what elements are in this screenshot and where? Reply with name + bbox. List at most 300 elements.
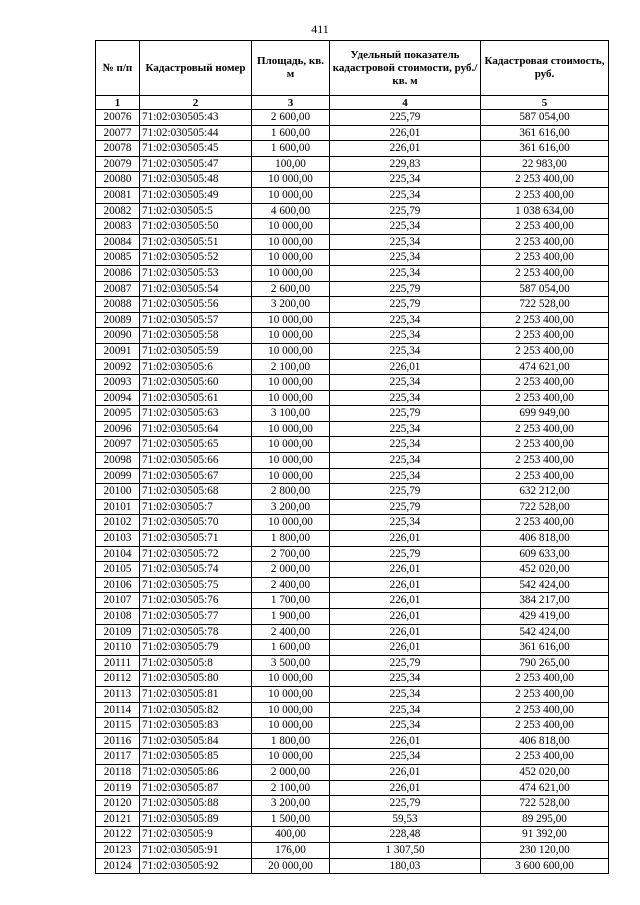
specific-value-cell: 225,34 bbox=[330, 265, 481, 281]
specific-value-cell: 226,01 bbox=[330, 733, 481, 749]
specific-value-cell: 225,79 bbox=[330, 499, 481, 515]
column-number: 2 bbox=[140, 96, 252, 110]
area-cell: 1 600,00 bbox=[252, 141, 330, 157]
row-number-cell: 20081 bbox=[96, 187, 140, 203]
area-cell: 3 500,00 bbox=[252, 655, 330, 671]
row-number-cell: 20098 bbox=[96, 453, 140, 469]
area-cell: 1 700,00 bbox=[252, 593, 330, 609]
cadastral-number-cell: 71:02:030505:67 bbox=[140, 468, 252, 484]
area-cell: 2 400,00 bbox=[252, 624, 330, 640]
specific-value-cell: 225,34 bbox=[330, 515, 481, 531]
specific-value-cell: 226,01 bbox=[330, 780, 481, 796]
table-row bbox=[96, 375, 609, 391]
cadastral-value-cell: 632 212,00 bbox=[481, 484, 609, 500]
cadastral-value-cell: 2 253 400,00 bbox=[481, 437, 609, 453]
specific-value-cell: 226,01 bbox=[330, 531, 481, 547]
specific-value-cell: 225,34 bbox=[330, 671, 481, 687]
row-number-cell: 20119 bbox=[96, 780, 140, 796]
row-number-cell: 20113 bbox=[96, 686, 140, 702]
cadastral-number-cell: 71:02:030505:82 bbox=[140, 702, 252, 718]
row-number-cell: 20083 bbox=[96, 219, 140, 235]
area-cell: 10 000,00 bbox=[252, 718, 330, 734]
row-number-cell: 20118 bbox=[96, 764, 140, 780]
table-row bbox=[96, 172, 609, 188]
row-number-cell: 20086 bbox=[96, 265, 140, 281]
table-row bbox=[96, 437, 609, 453]
row-number-cell: 20121 bbox=[96, 811, 140, 827]
area-cell: 10 000,00 bbox=[252, 686, 330, 702]
cadastral-value-cell: 89 295,00 bbox=[481, 811, 609, 827]
cadastral-number-cell: 71:02:030505:7 bbox=[140, 499, 252, 515]
cadastral-value-cell: 2 253 400,00 bbox=[481, 187, 609, 203]
cadastral-number-cell: 71:02:030505:83 bbox=[140, 718, 252, 734]
row-number-cell: 20082 bbox=[96, 203, 140, 219]
cadastral-value-cell: 1 038 634,00 bbox=[481, 203, 609, 219]
area-cell: 1 800,00 bbox=[252, 531, 330, 547]
area-cell: 10 000,00 bbox=[252, 265, 330, 281]
specific-value-cell: 228,48 bbox=[330, 827, 481, 843]
area-cell: 2 100,00 bbox=[252, 780, 330, 796]
cadastral-value-cell: 2 253 400,00 bbox=[481, 219, 609, 235]
cadastral-value-cell: 722 528,00 bbox=[481, 796, 609, 812]
cadastral-value-cell: 790 265,00 bbox=[481, 655, 609, 671]
specific-value-cell: 225,34 bbox=[330, 421, 481, 437]
cadastral-value-cell: 2 253 400,00 bbox=[481, 250, 609, 266]
cadastral-number-cell: 71:02:030505:88 bbox=[140, 796, 252, 812]
area-cell: 20 000,00 bbox=[252, 858, 330, 874]
table-row bbox=[96, 484, 609, 500]
row-number-cell: 20104 bbox=[96, 546, 140, 562]
row-number-cell: 20115 bbox=[96, 718, 140, 734]
area-cell: 10 000,00 bbox=[252, 453, 330, 469]
cadastral-value-cell: 2 253 400,00 bbox=[481, 718, 609, 734]
row-number-cell: 20102 bbox=[96, 515, 140, 531]
row-number-cell: 20122 bbox=[96, 827, 140, 843]
row-number-cell: 20123 bbox=[96, 842, 140, 858]
row-number-cell: 20106 bbox=[96, 577, 140, 593]
specific-value-cell: 225,34 bbox=[330, 172, 481, 188]
table-row bbox=[96, 749, 609, 765]
table-row bbox=[96, 562, 609, 578]
specific-value-cell: 226,01 bbox=[330, 593, 481, 609]
area-cell: 176,00 bbox=[252, 842, 330, 858]
specific-value-cell: 225,79 bbox=[330, 297, 481, 313]
row-number-cell: 20124 bbox=[96, 858, 140, 874]
cadastral-value-cell: 587 054,00 bbox=[481, 110, 609, 126]
specific-value-cell: 225,34 bbox=[330, 219, 481, 235]
cadastral-value-cell: 474 621,00 bbox=[481, 780, 609, 796]
area-cell: 10 000,00 bbox=[252, 312, 330, 328]
row-number-cell: 20088 bbox=[96, 297, 140, 313]
table-header-row bbox=[96, 41, 609, 96]
specific-value-cell: 226,01 bbox=[330, 624, 481, 640]
cadastral-number-cell: 71:02:030505:53 bbox=[140, 265, 252, 281]
area-cell: 10 000,00 bbox=[252, 749, 330, 765]
cadastral-number-cell: 71:02:030505:57 bbox=[140, 312, 252, 328]
cadastral-number-cell: 71:02:030505:80 bbox=[140, 671, 252, 687]
header-cadastral-number: Кадастровый номер bbox=[140, 41, 252, 96]
row-number-cell: 20094 bbox=[96, 390, 140, 406]
table-body bbox=[96, 110, 609, 874]
table-row bbox=[96, 110, 609, 126]
cadastral-value-cell: 2 253 400,00 bbox=[481, 468, 609, 484]
cadastral-value-cell: 406 818,00 bbox=[481, 733, 609, 749]
specific-value-cell: 226,01 bbox=[330, 141, 481, 157]
table-row bbox=[96, 702, 609, 718]
row-number-cell: 20105 bbox=[96, 562, 140, 578]
row-number-cell: 20116 bbox=[96, 733, 140, 749]
area-cell: 1 600,00 bbox=[252, 640, 330, 656]
specific-value-cell: 180,03 bbox=[330, 858, 481, 874]
cadastral-value-cell: 452 020,00 bbox=[481, 764, 609, 780]
cadastral-value-cell: 2 253 400,00 bbox=[481, 686, 609, 702]
table-row bbox=[96, 219, 609, 235]
cadastral-value-cell: 361 616,00 bbox=[481, 141, 609, 157]
specific-value-cell: 225,79 bbox=[330, 281, 481, 297]
area-cell: 1 500,00 bbox=[252, 811, 330, 827]
specific-value-cell: 225,34 bbox=[330, 390, 481, 406]
cadastral-value-cell: 2 253 400,00 bbox=[481, 515, 609, 531]
cadastral-number-cell: 71:02:030505:92 bbox=[140, 858, 252, 874]
cadastral-number-cell: 71:02:030505:70 bbox=[140, 515, 252, 531]
row-number-cell: 20095 bbox=[96, 406, 140, 422]
cadastral-value-cell: 2 253 400,00 bbox=[481, 312, 609, 328]
table-row bbox=[96, 827, 609, 843]
area-cell: 10 000,00 bbox=[252, 234, 330, 250]
area-cell: 3 200,00 bbox=[252, 796, 330, 812]
area-cell: 10 000,00 bbox=[252, 421, 330, 437]
area-cell: 10 000,00 bbox=[252, 468, 330, 484]
table-row bbox=[96, 141, 609, 157]
cadastral-number-cell: 71:02:030505:79 bbox=[140, 640, 252, 656]
row-number-cell: 20076 bbox=[96, 110, 140, 126]
row-number-cell: 20114 bbox=[96, 702, 140, 718]
table-row bbox=[96, 531, 609, 547]
specific-value-cell: 225,34 bbox=[330, 437, 481, 453]
cadastral-number-cell: 71:02:030505:81 bbox=[140, 686, 252, 702]
area-cell: 10 000,00 bbox=[252, 250, 330, 266]
cadastral-number-cell: 71:02:030505:49 bbox=[140, 187, 252, 203]
specific-value-cell: 225,79 bbox=[330, 796, 481, 812]
table-row bbox=[96, 671, 609, 687]
cadastral-value-cell: 542 424,00 bbox=[481, 577, 609, 593]
area-cell: 3 100,00 bbox=[252, 406, 330, 422]
cadastral-number-cell: 71:02:030505:75 bbox=[140, 577, 252, 593]
cadastral-number-cell: 71:02:030505:91 bbox=[140, 842, 252, 858]
row-number-cell: 20099 bbox=[96, 468, 140, 484]
table-row bbox=[96, 842, 609, 858]
area-cell: 10 000,00 bbox=[252, 187, 330, 203]
row-number-cell: 20084 bbox=[96, 234, 140, 250]
cadastral-value-cell: 384 217,00 bbox=[481, 593, 609, 609]
cadastral-number-cell: 71:02:030505:6 bbox=[140, 359, 252, 375]
cadastral-value-cell: 474 621,00 bbox=[481, 359, 609, 375]
specific-value-cell: 226,01 bbox=[330, 562, 481, 578]
specific-value-cell: 225,34 bbox=[330, 375, 481, 391]
area-cell: 1 800,00 bbox=[252, 733, 330, 749]
cadastral-number-cell: 71:02:030505:61 bbox=[140, 390, 252, 406]
cadastral-value-cell: 91 392,00 bbox=[481, 827, 609, 843]
cadastral-number-cell: 71:02:030505:65 bbox=[140, 437, 252, 453]
table-row bbox=[96, 359, 609, 375]
area-cell: 10 000,00 bbox=[252, 172, 330, 188]
cadastral-number-cell: 71:02:030505:64 bbox=[140, 421, 252, 437]
table-row bbox=[96, 468, 609, 484]
table-row bbox=[96, 796, 609, 812]
table-row bbox=[96, 609, 609, 625]
specific-value-cell: 225,79 bbox=[330, 655, 481, 671]
table-row bbox=[96, 156, 609, 172]
table-row bbox=[96, 858, 609, 874]
cadastral-value-cell: 2 253 400,00 bbox=[481, 328, 609, 344]
table-row bbox=[96, 593, 609, 609]
table-row bbox=[96, 655, 609, 671]
cadastral-number-cell: 71:02:030505:63 bbox=[140, 406, 252, 422]
specific-value-cell: 225,34 bbox=[330, 468, 481, 484]
area-cell: 2 400,00 bbox=[252, 577, 330, 593]
cadastral-number-cell: 71:02:030505:48 bbox=[140, 172, 252, 188]
cadastral-number-cell: 71:02:030505:76 bbox=[140, 593, 252, 609]
column-number: 1 bbox=[96, 96, 140, 110]
specific-value-cell: 225,34 bbox=[330, 234, 481, 250]
row-number-cell: 20085 bbox=[96, 250, 140, 266]
table-row bbox=[96, 718, 609, 734]
cadastral-number-cell: 71:02:030505:78 bbox=[140, 624, 252, 640]
cadastral-value-cell: 722 528,00 bbox=[481, 499, 609, 515]
row-number-cell: 20112 bbox=[96, 671, 140, 687]
specific-value-cell: 225,34 bbox=[330, 312, 481, 328]
area-cell: 10 000,00 bbox=[252, 328, 330, 344]
area-cell: 10 000,00 bbox=[252, 375, 330, 391]
specific-value-cell: 225,34 bbox=[330, 328, 481, 344]
area-cell: 1 600,00 bbox=[252, 125, 330, 141]
cadastral-value-table bbox=[95, 40, 609, 874]
header-row-number: № п/п bbox=[96, 41, 140, 96]
area-cell: 10 000,00 bbox=[252, 437, 330, 453]
cadastral-number-cell: 71:02:030505:9 bbox=[140, 827, 252, 843]
table-row bbox=[96, 250, 609, 266]
cadastral-value-cell: 2 253 400,00 bbox=[481, 421, 609, 437]
row-number-cell: 20100 bbox=[96, 484, 140, 500]
cadastral-number-cell: 71:02:030505:60 bbox=[140, 375, 252, 391]
cadastral-value-cell: 452 020,00 bbox=[481, 562, 609, 578]
cadastral-value-cell: 2 253 400,00 bbox=[481, 375, 609, 391]
cadastral-number-cell: 71:02:030505:68 bbox=[140, 484, 252, 500]
table-row bbox=[96, 640, 609, 656]
specific-value-cell: 225,34 bbox=[330, 702, 481, 718]
cadastral-number-cell: 71:02:030505:87 bbox=[140, 780, 252, 796]
cadastral-number-cell: 71:02:030505:44 bbox=[140, 125, 252, 141]
cadastral-number-cell: 71:02:030505:58 bbox=[140, 328, 252, 344]
row-number-cell: 20079 bbox=[96, 156, 140, 172]
cadastral-value-cell: 2 253 400,00 bbox=[481, 234, 609, 250]
specific-value-cell: 225,34 bbox=[330, 749, 481, 765]
header-cadastral-value: Кадастровая стоимость, руб. bbox=[481, 41, 609, 96]
row-number-cell: 20120 bbox=[96, 796, 140, 812]
area-cell: 3 200,00 bbox=[252, 499, 330, 515]
table-row bbox=[96, 811, 609, 827]
table-row bbox=[96, 281, 609, 297]
row-number-cell: 20087 bbox=[96, 281, 140, 297]
table-row bbox=[96, 421, 609, 437]
cadastral-number-cell: 71:02:030505:45 bbox=[140, 141, 252, 157]
header-specific-value: Удельный показатель кадастровой стоимости, руб./кв. м bbox=[330, 41, 481, 96]
row-number-cell: 20109 bbox=[96, 624, 140, 640]
table-row bbox=[96, 686, 609, 702]
row-number-cell: 20103 bbox=[96, 531, 140, 547]
area-cell: 3 200,00 bbox=[252, 297, 330, 313]
table-row bbox=[96, 546, 609, 562]
table-row bbox=[96, 203, 609, 219]
area-cell: 4 600,00 bbox=[252, 203, 330, 219]
cadastral-number-cell: 71:02:030505:59 bbox=[140, 343, 252, 359]
specific-value-cell: 226,01 bbox=[330, 125, 481, 141]
area-cell: 2 700,00 bbox=[252, 546, 330, 562]
specific-value-cell: 225,34 bbox=[330, 250, 481, 266]
specific-value-cell: 1 307,50 bbox=[330, 842, 481, 858]
table-row bbox=[96, 780, 609, 796]
cadastral-number-cell: 71:02:030505:74 bbox=[140, 562, 252, 578]
area-cell: 2 100,00 bbox=[252, 359, 330, 375]
row-number-cell: 20107 bbox=[96, 593, 140, 609]
cadastral-value-cell: 2 253 400,00 bbox=[481, 453, 609, 469]
cadastral-number-cell: 71:02:030505:51 bbox=[140, 234, 252, 250]
cadastral-number-cell: 71:02:030505:54 bbox=[140, 281, 252, 297]
cadastral-value-cell: 3 600 600,00 bbox=[481, 858, 609, 874]
specific-value-cell: 225,79 bbox=[330, 406, 481, 422]
column-number-row bbox=[96, 96, 609, 110]
row-number-cell: 20093 bbox=[96, 375, 140, 391]
row-number-cell: 20089 bbox=[96, 312, 140, 328]
row-number-cell: 20108 bbox=[96, 609, 140, 625]
column-number: 4 bbox=[330, 96, 481, 110]
cadastral-value-cell: 2 253 400,00 bbox=[481, 702, 609, 718]
cadastral-number-cell: 71:02:030505:72 bbox=[140, 546, 252, 562]
cadastral-value-cell: 542 424,00 bbox=[481, 624, 609, 640]
specific-value-cell: 225,79 bbox=[330, 546, 481, 562]
specific-value-cell: 226,01 bbox=[330, 359, 481, 375]
table-row bbox=[96, 499, 609, 515]
area-cell: 2 800,00 bbox=[252, 484, 330, 500]
cadastral-value-cell: 2 253 400,00 bbox=[481, 390, 609, 406]
cadastral-number-cell: 71:02:030505:84 bbox=[140, 733, 252, 749]
area-cell: 10 000,00 bbox=[252, 515, 330, 531]
table-row bbox=[96, 764, 609, 780]
cadastral-number-cell: 71:02:030505:66 bbox=[140, 453, 252, 469]
specific-value-cell: 226,01 bbox=[330, 764, 481, 780]
table-row bbox=[96, 297, 609, 313]
cadastral-number-cell: 71:02:030505:47 bbox=[140, 156, 252, 172]
cadastral-value-cell: 2 253 400,00 bbox=[481, 671, 609, 687]
row-number-cell: 20101 bbox=[96, 499, 140, 515]
row-number-cell: 20092 bbox=[96, 359, 140, 375]
cadastral-value-cell: 2 253 400,00 bbox=[481, 172, 609, 188]
cadastral-value-cell: 361 616,00 bbox=[481, 125, 609, 141]
specific-value-cell: 225,34 bbox=[330, 686, 481, 702]
cadastral-number-cell: 71:02:030505:77 bbox=[140, 609, 252, 625]
page-number: 411 bbox=[311, 22, 329, 36]
specific-value-cell: 225,34 bbox=[330, 453, 481, 469]
row-number-cell: 20090 bbox=[96, 328, 140, 344]
table-row bbox=[96, 390, 609, 406]
cadastral-value-cell: 429 419,00 bbox=[481, 609, 609, 625]
cadastral-number-cell: 71:02:030505:50 bbox=[140, 219, 252, 235]
cadastral-number-cell: 71:02:030505:86 bbox=[140, 764, 252, 780]
column-number: 3 bbox=[252, 96, 330, 110]
specific-value-cell: 225,34 bbox=[330, 187, 481, 203]
area-cell: 400,00 bbox=[252, 827, 330, 843]
table-row bbox=[96, 624, 609, 640]
area-cell: 1 900,00 bbox=[252, 609, 330, 625]
cadastral-value-cell: 587 054,00 bbox=[481, 281, 609, 297]
cadastral-number-cell: 71:02:030505:43 bbox=[140, 110, 252, 126]
table-row bbox=[96, 312, 609, 328]
table-row bbox=[96, 453, 609, 469]
specific-value-cell: 229,83 bbox=[330, 156, 481, 172]
table-row bbox=[96, 515, 609, 531]
cadastral-value-cell: 361 616,00 bbox=[481, 640, 609, 656]
table-row bbox=[96, 265, 609, 281]
row-number-cell: 20097 bbox=[96, 437, 140, 453]
specific-value-cell: 59,53 bbox=[330, 811, 481, 827]
row-number-cell: 20078 bbox=[96, 141, 140, 157]
area-cell: 10 000,00 bbox=[252, 671, 330, 687]
table-row bbox=[96, 577, 609, 593]
cadastral-number-cell: 71:02:030505:71 bbox=[140, 531, 252, 547]
specific-value-cell: 225,79 bbox=[330, 110, 481, 126]
table-row bbox=[96, 733, 609, 749]
row-number-cell: 20110 bbox=[96, 640, 140, 656]
table-row bbox=[96, 125, 609, 141]
cadastral-value-cell: 609 633,00 bbox=[481, 546, 609, 562]
row-number-cell: 20117 bbox=[96, 749, 140, 765]
column-number: 5 bbox=[481, 96, 609, 110]
area-cell: 100,00 bbox=[252, 156, 330, 172]
table-row bbox=[96, 406, 609, 422]
specific-value-cell: 225,79 bbox=[330, 484, 481, 500]
cadastral-value-cell: 2 253 400,00 bbox=[481, 265, 609, 281]
cadastral-value-cell: 2 253 400,00 bbox=[481, 343, 609, 359]
cadastral-number-cell: 71:02:030505:52 bbox=[140, 250, 252, 266]
specific-value-cell: 226,01 bbox=[330, 577, 481, 593]
cadastral-value-cell: 230 120,00 bbox=[481, 842, 609, 858]
table-row bbox=[96, 234, 609, 250]
cadastral-number-cell: 71:02:030505:5 bbox=[140, 203, 252, 219]
specific-value-cell: 225,79 bbox=[330, 203, 481, 219]
header-area: Площадь, кв. м bbox=[252, 41, 330, 96]
cadastral-number-cell: 71:02:030505:85 bbox=[140, 749, 252, 765]
cadastral-value-cell: 722 528,00 bbox=[481, 297, 609, 313]
area-cell: 2 600,00 bbox=[252, 281, 330, 297]
row-number-cell: 20091 bbox=[96, 343, 140, 359]
area-cell: 10 000,00 bbox=[252, 390, 330, 406]
cadastral-value-cell: 406 818,00 bbox=[481, 531, 609, 547]
area-cell: 10 000,00 bbox=[252, 219, 330, 235]
specific-value-cell: 226,01 bbox=[330, 640, 481, 656]
area-cell: 10 000,00 bbox=[252, 343, 330, 359]
row-number-cell: 20080 bbox=[96, 172, 140, 188]
cadastral-value-cell: 22 983,00 bbox=[481, 156, 609, 172]
row-number-cell: 20096 bbox=[96, 421, 140, 437]
table-row bbox=[96, 187, 609, 203]
row-number-cell: 20111 bbox=[96, 655, 140, 671]
table-row bbox=[96, 328, 609, 344]
specific-value-cell: 226,01 bbox=[330, 609, 481, 625]
area-cell: 2 000,00 bbox=[252, 764, 330, 780]
area-cell: 2 000,00 bbox=[252, 562, 330, 578]
specific-value-cell: 225,34 bbox=[330, 343, 481, 359]
specific-value-cell: 225,34 bbox=[330, 718, 481, 734]
